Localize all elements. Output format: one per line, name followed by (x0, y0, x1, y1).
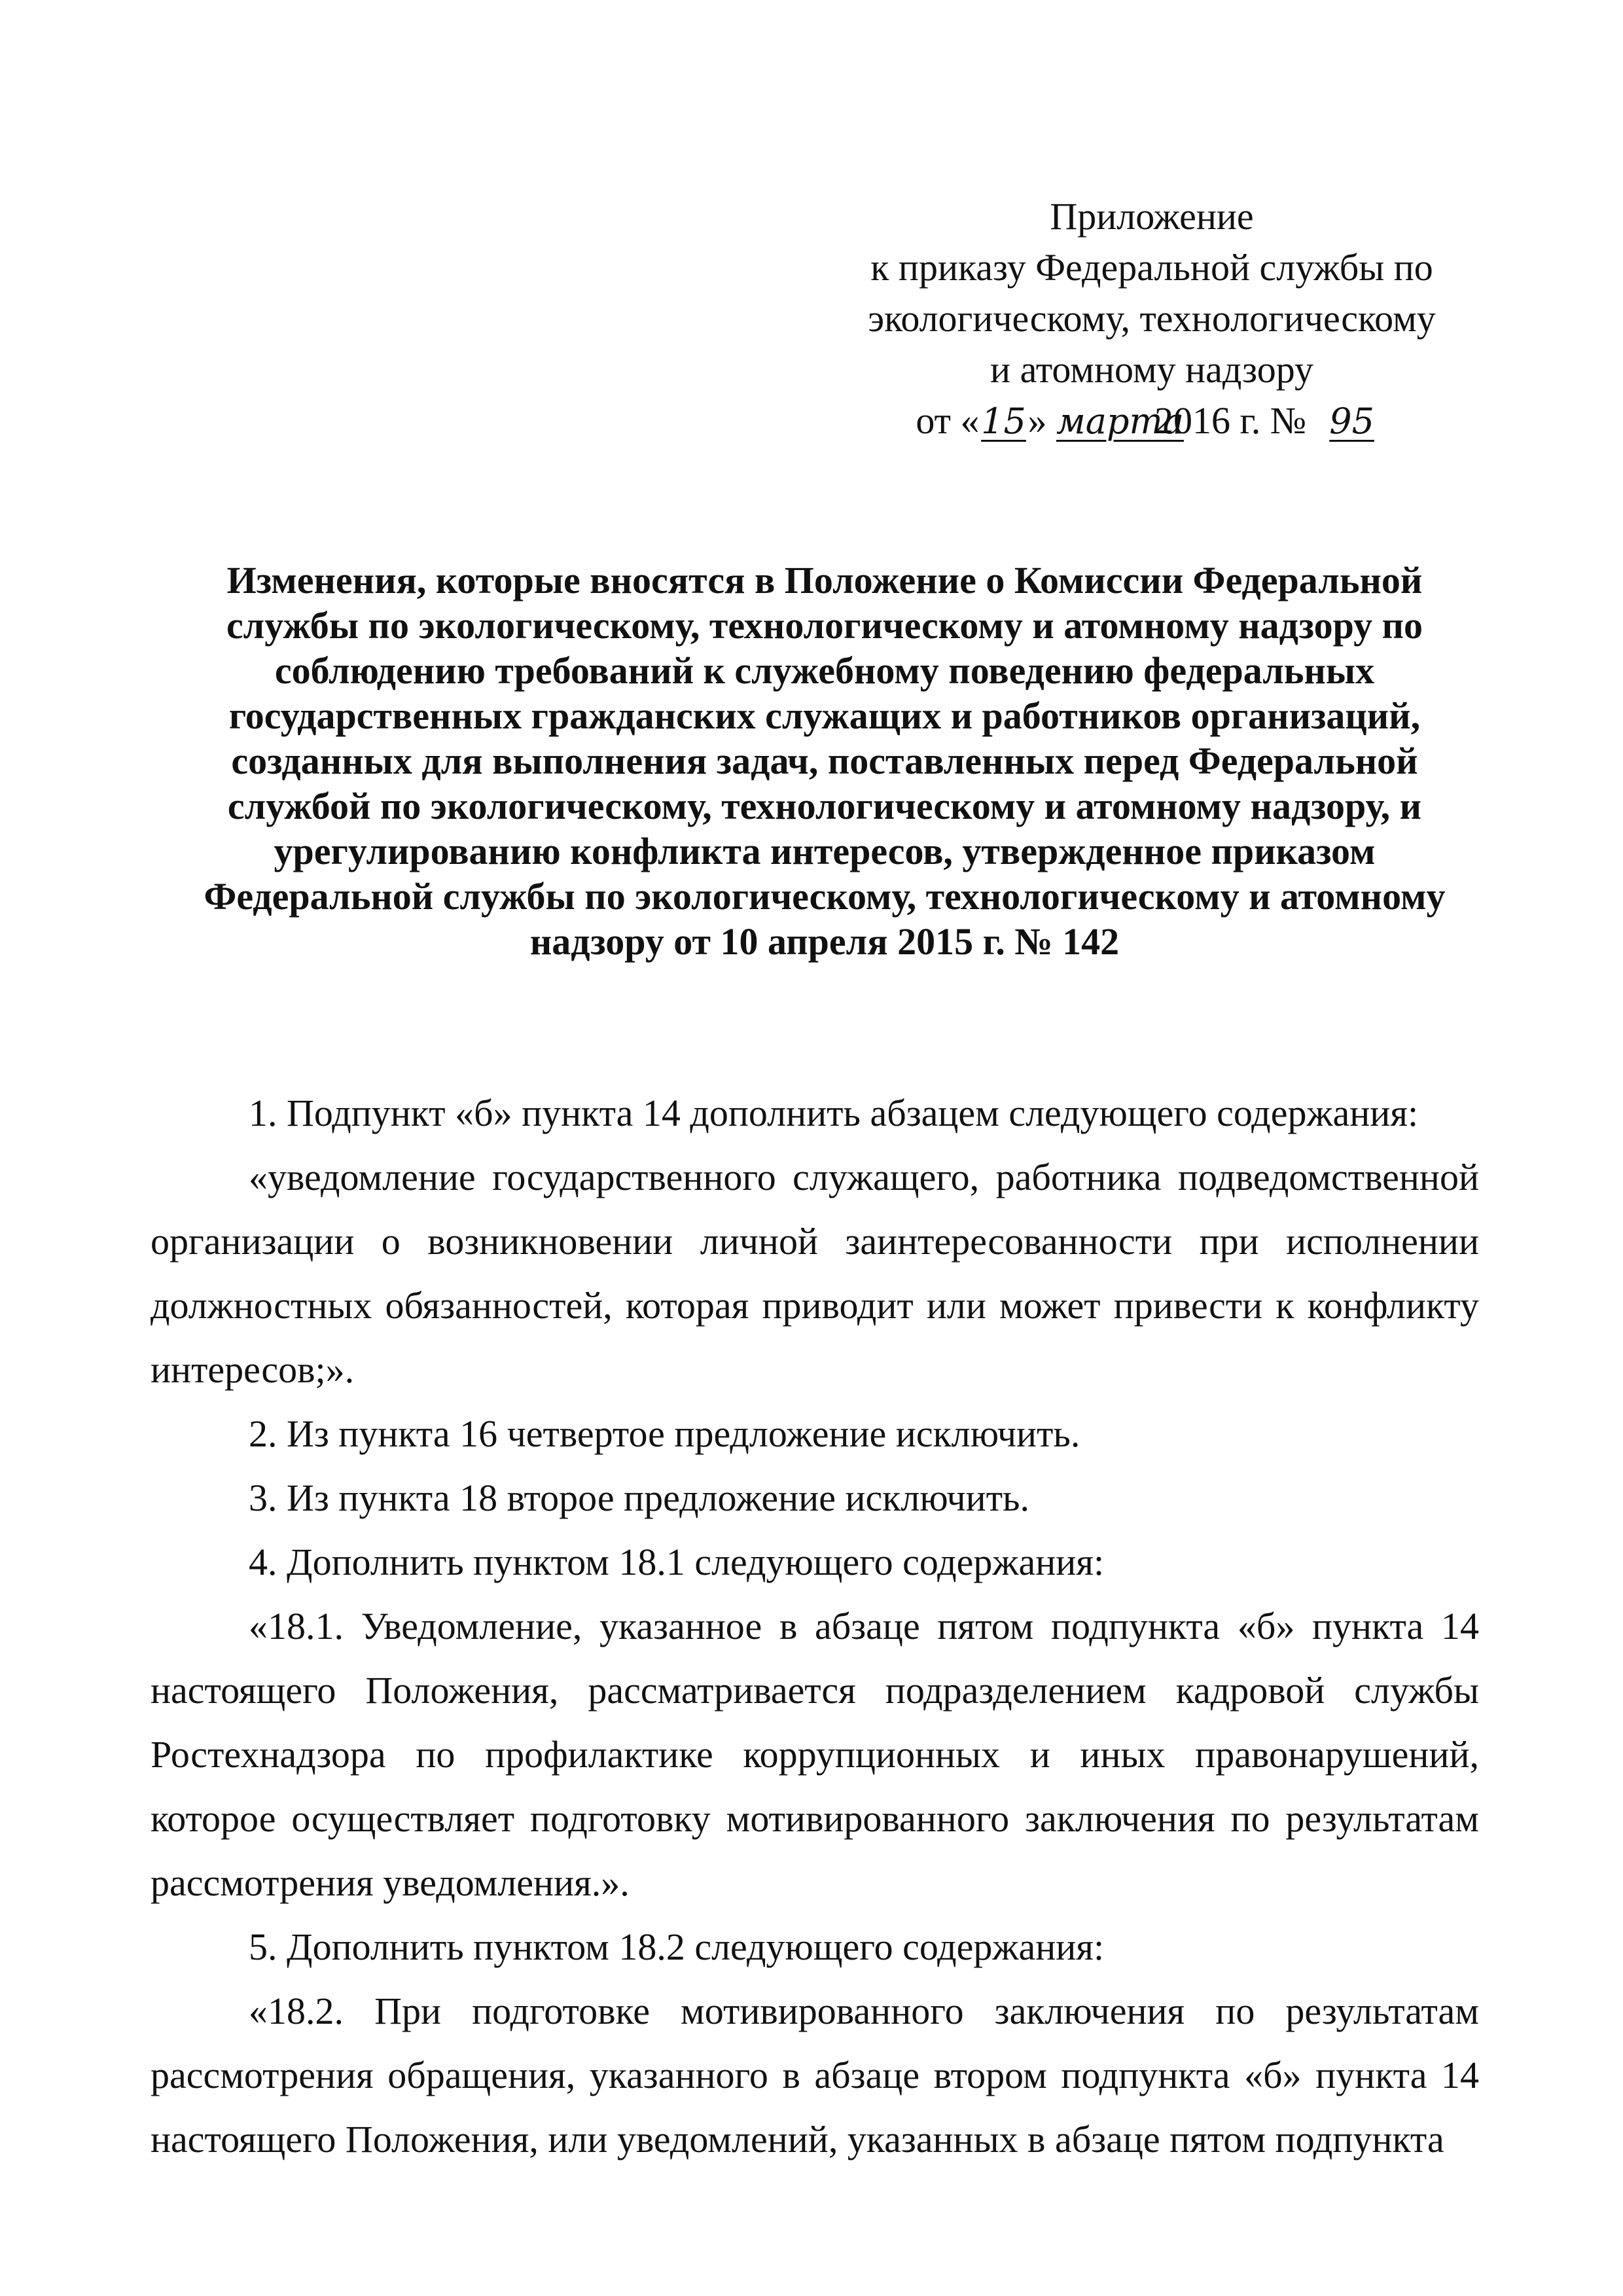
appendix-header (812, 191, 1492, 447)
handwritten-order-number: 95 (1329, 401, 1374, 442)
appendix-agency-line: экологическому, технологическому (868, 297, 1436, 340)
appendix-order-ref: к приказу Федеральной службы по (870, 246, 1433, 289)
paragraph-quote-18-1: «18.1. Уведомление, указанное в абзаце пятом подпункта «б» пункта 14 настоящего Положения, рассматривается подразделением кадровой службы Ростехнадзора по профилактике коррупционных и иных правонарушений, которое осуществляет подготовку мотивированного заключения по результатам рассмотрения уведомления.». (151, 1605, 1479, 1904)
title-line: Федеральной службы по экологическому, технологическому и атомному (204, 875, 1446, 918)
date-prefix: от « (916, 399, 980, 442)
paragraph-item-5: 5. Дополнить пунктом 18.2 следующего содержания: (249, 1926, 1105, 1968)
paragraph-item-1: 1. Подпункт «б» пункта 14 дополнить абзацем следующего содержания: (249, 1092, 1419, 1134)
title-line: службой по экологическому, технологическому и атомному надзору, и (227, 785, 1422, 827)
appendix-title: Приложение (1050, 195, 1254, 238)
title-line: службы по экологическому, технологическому и атомному надзору по (226, 604, 1423, 647)
appendix-agency-line-end: и атомному надзору (990, 348, 1313, 391)
date-year: 2016 г. № (1154, 399, 1307, 442)
date-mid: » (1027, 399, 1047, 442)
paragraph-quote-1: «уведомление государственного служащего, работника подведомственной организации о возникновении личной заинтересованности при исполнении должностных обязанностей, которая приводит или может привести к конфликту интересов;». (151, 1156, 1479, 1391)
title-line: надзору от 10 апреля 2015 г. № 142 (529, 920, 1120, 963)
title-line: созданных для выполнения задач, поставленных перед Федеральной (231, 740, 1418, 782)
paragraph-item-4: 4. Дополнить пунктом 18.1 следующего содержания: (249, 1541, 1105, 1583)
title-line: Изменения, которые вносятся в Положение о Комиссии Федеральной (226, 559, 1423, 601)
title-line: государственных гражданских служащих и работников организаций, (228, 694, 1421, 737)
handwritten-month: марта (1056, 401, 1184, 442)
document-title (164, 558, 1486, 964)
appendix-date-line (812, 395, 1492, 447)
title-line: урегулированию конфликта интересов, утвержденное приказом (274, 830, 1376, 872)
paragraph-quote-18-2: «18.2. При подготовке мотивированного заключения по результатам рассмотрения обращения, указанного в абзаце втором подпункта «б» пункта 14 настоящего Положения, или уведомлений, указанных в абзаце пятом подпункта (151, 1990, 1479, 2161)
title-line: соблюдению требований к служебному поведению федеральных (274, 649, 1375, 692)
document-body (151, 1081, 1479, 2172)
handwritten-day: 15 (981, 401, 1026, 442)
paragraph-item-3: 3. Из пункта 18 второе предложение исключить. (249, 1477, 1029, 1519)
paragraph-item-2: 2. Из пункта 16 четвертое предложение исключить. (249, 1412, 1080, 1455)
